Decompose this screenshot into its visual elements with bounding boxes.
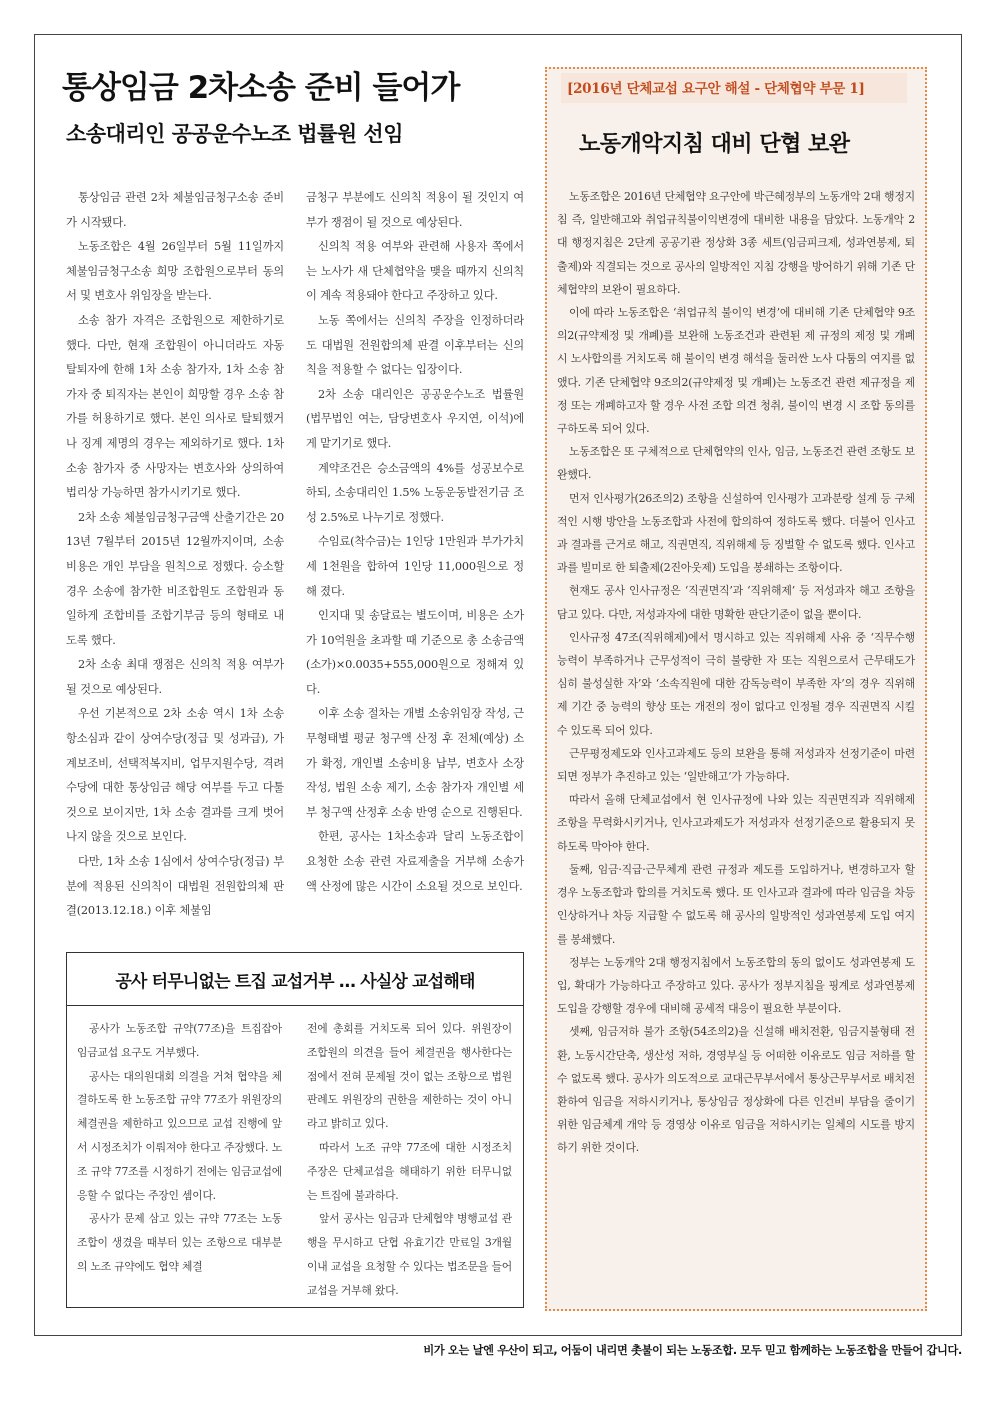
sidebar-paragraph: 둘째, 임금·직급·근무체계 관련 규정과 제도를 도입하거나, 변경하고자 할 경우 노동조합과 합의를 거치도록 했다. 또 인사고과 결과에 따라 임금을 차등 인상하거나 차등 지급할 수 없도록 해 공사의 일방적인 성과연봉제 도입 여지를 봉쇄했다. (557, 862, 915, 946)
article-column-1 (66, 186, 284, 924)
article-paragraph: 수임료(착수금)는 1인당 1만원과 부가가치세 1천원을 합하여 1인당 11,000원으로 정해 졌다. (306, 535, 524, 598)
boxed-article-column-1 (77, 1017, 282, 1279)
sidebar-paragraph: 근무평정제도와 인사고과제도 등의 보완을 통해 저성과자 선정기준이 마련되면 정부가 추진하고 있는 ‘일반해고’가 가능하다. (557, 746, 915, 784)
sidebar-paragraph: 노동조합은 또 구체적으로 단체협약의 인사, 임금, 노동조건 관련 조항도 보완했다. (557, 445, 915, 482)
article-paragraph: 금청구 부분에도 신의칙 적용이 될 것인지 여부가 쟁점이 될 것으로 예상된다. (306, 191, 524, 229)
sidebar-paragraph: 따라서 올해 단체교섭에서 현 인사규정에 나와 있는 직권면직과 직위해제 조항을 무력화시키거나, 인사고과제도가 저성과자 선정기준으로 활용되지 못하도록 막아야 한다. (557, 793, 915, 853)
sidebar-paragraph: 인사규정 47조(직위해제)에서 명시하고 있는 직위해제 사유 중 ‘직무수행능력이 부족하거나 근무성적이 극히 불량한 자 또는 직원으로서 근무태도가 심히 불성실한 자’와 ‘소속직원에 대한 감독능력이 부족한 자’의 경우 직위해제 기간 중 능력의 향상 또는 개전의 정이 없다고 인정될 경우 직권면직 시킬 수 있도록 되어 있다. (557, 630, 915, 737)
article-paragraph: 한편, 공사는 1차소송과 달리 노동조합이 요청한 소송 관련 자료제출을 거부해 소송가액 산정에 많은 시간이 소요될 것으로 보인다. (306, 830, 524, 893)
boxed-paragraph: 앞서 공사는 임금과 단체협약 병행교섭 관행을 무시하고 단협 유효기간 만료일 3개월 이내 교섭을 요청할 수 있다는 법조문을 들어 교섭을 거부해 왔다. (307, 1212, 512, 1297)
boxed-paragraph: 공사가 노동조합 규약(77조)을 트집잡아 임금교섭 요구도 거부했다. (77, 1022, 282, 1059)
article-paragraph: 인지대 및 송달료는 별도이며, 비용은 소가가 10억원을 초과할 때 기준으로 총 소송금액(소가)×0.0035+555,000원으로 정해져 있다. (306, 609, 524, 696)
boxed-article (66, 952, 524, 1308)
boxed-article-divider (67, 1005, 523, 1006)
article-paragraph: 우선 기본적으로 2차 소송 역시 1차 소송 항소심과 같이 상여수당(정급 및 성과급), 가계보조비, 선택적복지비, 업무지원수당, 격려수당에 대한 통상임금 해당 여부를 두고 다툴 것으로 보이지만, 1차 소송 결과를 크게 벗어나지 않을 것으로 보인다. (66, 707, 284, 844)
sidebar-series-label: [2016년 단체교섭 요구안 해설 - 단체협약 부문 1] (567, 81, 865, 97)
boxed-paragraph: 전에 총회를 거치도록 되어 있다. 위원장이 조합원의 의견을 들어 체결권을 행사한다는 점에서 전혀 문제될 것이 없는 조항으로 법원 판례도 위원장의 권한을 제한하는 것이 아니라고 밝히고 있다. (307, 1022, 512, 1131)
article-paragraph: 신의칙 적용 여부와 관련해 사용자 쪽에서는 노사가 새 단체협약을 맺을 때까지 신의칙이 계속 적용돼야 한다고 주장하고 있다. (306, 240, 524, 303)
article-headline: 통상임금 2차소송 준비 들어가 (62, 70, 460, 106)
article-paragraph: 노동조합은 4월 26일부터 5월 11일까지 체불임금청구소송 희망 조합원으로부터 동의서 및 변호사 위임장을 받는다. (66, 240, 284, 303)
article-paragraph: 통상임금 관련 2차 체불임금청구소송 준비가 시작됐다. (66, 191, 284, 229)
article-paragraph: 이후 소송 절차는 개별 소송위임장 작성, 근무형태별 평균 청구액 산정 후 전체(예상) 소가 확정, 개인별 소송비용 납부, 변호사 소장 작성, 법원 소송 제기, 소송 참가자 개인별 세부 청구액 산정후 소송 반영 순으로 진행된다. (306, 707, 524, 819)
sidebar-body (557, 185, 915, 1160)
sidebar-paragraph: 정부는 노동개악 2대 행정지침에서 노동조합의 동의 없이도 성과연봉제 도입, 확대가 가능하다고 주장하고 있다. 공사가 정부지침을 핑계로 성과연봉제 도입을 강행할 경우에 대비해 공세적 대응이 필요한 부분이다. (557, 955, 915, 1016)
article-paragraph: 노동 쪽에서는 신의칙 주장을 인정하더라도 대법원 전원합의체 판결 이후부터는 신의칙을 적용할 수 없다는 입장이다. (306, 313, 524, 377)
boxed-paragraph: 공사가 문제 삼고 있는 규약 77조는 노동조합이 생겼을 때부터 있는 조항으로 대부분의 노조 규약에도 협약 체결 (77, 1212, 282, 1273)
footer-slogan: 비가 오는 날엔 우산이 되고, 어둠이 내리면 촛불이 되는 노동조합. 모두 믿고 함께하는 노동조합을 만들어 갑니다. (423, 1344, 962, 1357)
article-paragraph: 2차 소송 대리인은 공공운수노조 법률원(법무법인 여는, 담당변호사 우지연, 이석)에게 맡기기로 했다. (306, 387, 524, 450)
sidebar-paragraph: 현재도 공사 인사규정은 ‘직권면직’과 ‘직위해제’ 등 저성과자 해고 조항을 담고 있다. 다만, 저성과자에 대한 명확한 판단기준이 없을 뿐이다. (557, 584, 915, 621)
sidebar-paragraph: 노동조합은 2016년 단체협약 요구안에 박근혜정부의 노동개악 2대 행정지침 즉, 일반해고와 취업규칙불이익변경에 대비한 내용을 담았다. 노동개악 2대 행정지침은 2단계 공공기관 정상화 3종 세트(임금피크제, 성과연봉제, 퇴출제)와 직결되는 것으로 공사의 일방적인 지침 강행을 방어하기 위해 기존 단체협약의 보완이 필요하다. (557, 190, 915, 296)
boxed-paragraph: 공사는 대의원대회 의결을 거쳐 협약을 체결하도록 한 노동조합 규약 77조가 위원장의 체결권을 제한하고 있으므로 교섭 진행에 앞서 시정조치가 이뤄져야 한다고 주장했다. 노조 규약 77조를 시정하기 전에는 임금교섭에 응할 수 없다는 주장인 셈이다. (77, 1069, 282, 1202)
article-paragraph: 소송 참가 자격은 조합원으로 제한하기로 했다. 다만, 현재 조합원이 아니더라도 자동 탈퇴자에 한해 1차 소송 참가자, 1차 소송 참가자 중 퇴직자는 본인이 희망할 경우 소송 참가를 허용하기로 했다. 본인 의사로 탈퇴했거나 징계 제명의 경우는 제외하기로 했다. 1차 소송 참가자 중 사망자는 변호사와 상의하여 법리상 가능하면 참가시키기로 했다. (66, 313, 284, 500)
boxed-paragraph: 따라서 노조 규약 77조에 대한 시정조치 주장은 단체교섭을 해태하기 위한 터무니없는 트집에 불과하다. (307, 1140, 512, 1202)
boxed-article-title: 공사 터무니없는 트집 교섭거부 … 사실상 교섭해태 (115, 972, 475, 992)
sidebar-article (545, 67, 927, 1311)
sidebar-paragraph: 셋째, 임금저하 불가 조항(54조의2)을 신설해 배치전환, 임금지불형태 전환, 노동시간단축, 생산성 저하, 경영부실 등 어떠한 이유로도 임금 저하를 할 수 없도록 했다. 공사가 의도적으로 교대근무부서에서 통상근무부서로 배치전환하여 임금을 저하시키거나, 통상임금 정상화에 다른 인건비 부담을 줄이기 위한 임금체계 개악 등 경영상 이유로 임금을 저하시키는 일체의 시도를 방지하기 위한 것이다. (557, 1025, 915, 1155)
article-paragraph: 2차 소송 체불임금청구금액 산출기간은 2013년 7월부터 2015년 12월까지이며, 소송비용은 개인 부담을 원칙으로 정했다. 승소할 경우 소송에 참가한 비조합원도 조합원과 동일하게 조합비를 조합기부금 등의 형태로 내도록 했다. (66, 510, 284, 647)
sidebar-paragraph: 이에 따라 노동조합은 ‘취업규칙 불이익 변경’에 대비해 기존 단체협약 9조의2(규약제정 및 개폐)를 보완해 노동조건과 관련된 제 규정의 제정 및 개폐 시 노사합의를 거치도록 해 불이익 변경 해석을 둘러싼 노사 다툼의 여지를 없앴다. 기존 단체협약 9조의2(규약제정 및 개폐)는 노동조건 관련 제규정을 제정 또는 개폐하고자 할 경우 사전 조합 의견 청취, 불이익 변경 시 조합 동의를 구하도록 되어 있다. (557, 306, 915, 436)
article-paragraph: 계약조건은 승소금액의 4%를 성공보수로 하되, 소송대리인 1.5% 노동운동발전기금 조성 2.5%로 나누기로 정했다. (306, 461, 524, 524)
article-paragraph: 다만, 1차 소송 1심에서 상여수당(정급) 부분에 적용된 신의칙이 대법원 전원합의체 판결(2013.12.18.) 이후 체불임 (66, 855, 284, 918)
boxed-article-column-2 (307, 1017, 512, 1303)
article-paragraph: 2차 소송 최대 쟁점은 신의칙 적용 여부가 될 것으로 예상된다. (66, 658, 284, 696)
article-column-2 (306, 186, 524, 899)
sidebar-title: 노동개악지침 대비 단협 보완 (579, 131, 850, 157)
sidebar-paragraph: 먼저 인사평가(26조의2) 조항을 신설하여 인사평가 고과분랑 설계 등 구체적인 시행 방안을 노동조합과 사전에 합의하여 정하도록 했다. 더불어 인사고과 결과를 근거로 해고, 직권면직, 직위해제 등 징벌할 수 없도록 했다. 인사고과를 빌미로 한 퇴출제(2진아웃제) 도입을 봉쇄하는 조항이다. (557, 491, 915, 575)
article-subheadline: 소송대리인 공공운수노조 법률원 선임 (66, 121, 404, 146)
